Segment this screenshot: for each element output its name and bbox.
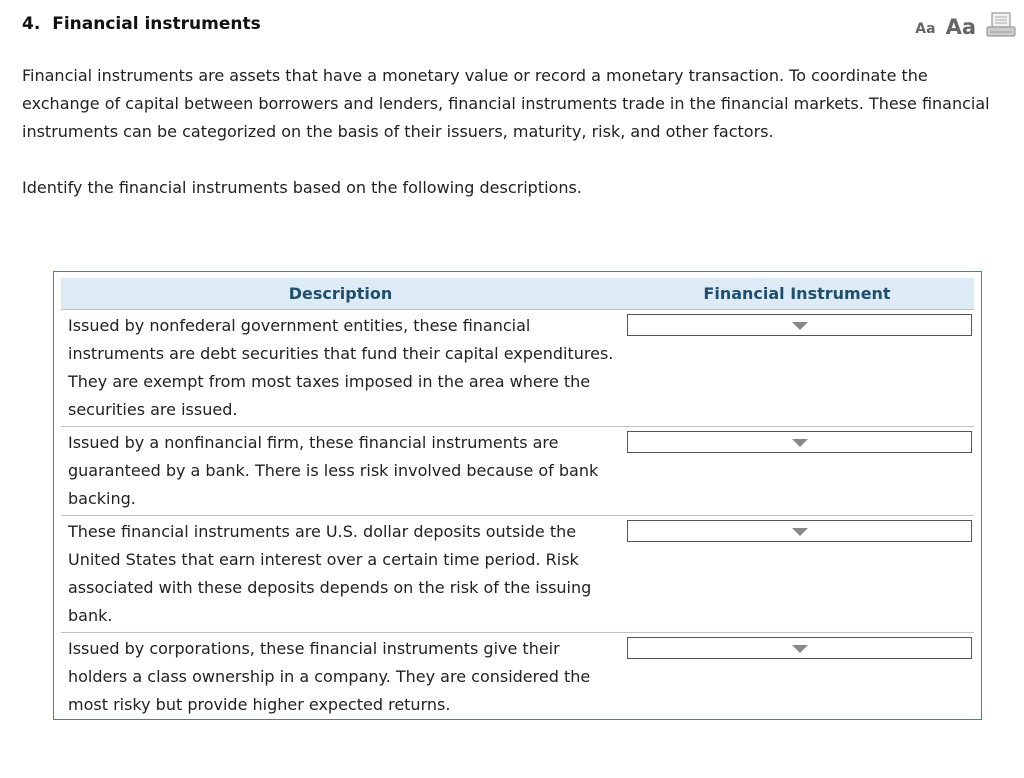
- print-icon[interactable]: [986, 12, 1016, 38]
- table-header-row: [61, 278, 974, 310]
- instrument-cell: [620, 310, 974, 427]
- instrument-dropdown-2[interactable]: [627, 431, 972, 453]
- instrument-cell: [620, 516, 974, 633]
- instrument-cell: [620, 633, 974, 722]
- description-header: Description: [61, 278, 620, 310]
- dropdown-arrow-icon: [792, 645, 808, 653]
- decrease-font-button[interactable]: Aa: [915, 21, 936, 37]
- question-number: 4.: [22, 14, 41, 34]
- table-row: [61, 633, 974, 722]
- intro-paragraph: Financial instruments are assets that have a monetary value or record a monetary transaction. To coordinate the exchange of capital between borrowers and lenders, financial instruments trade in the financial markets. These financial instruments can be categorized on the basis of their issuers, maturity, risk, and other factors.: [22, 66, 990, 141]
- question-title: Financial instruments: [52, 14, 261, 34]
- table-row: [61, 516, 974, 633]
- instruction-text: Identify the financial instruments based on the following descriptions.: [22, 178, 582, 197]
- instrument-dropdown-3[interactable]: [627, 520, 972, 542]
- instrument-dropdown-1[interactable]: [627, 314, 972, 336]
- table-row: [61, 310, 974, 427]
- financial-instrument-header: Financial Instrument: [620, 278, 974, 310]
- instrument-cell: [620, 427, 974, 516]
- toolbar: [915, 12, 1016, 38]
- table-row: [61, 427, 974, 516]
- question-header: [22, 14, 261, 34]
- description-cell: Issued by nonfederal government entities, these financial instruments are debt securities that fund their capital expenditures. They are exempt from most taxes imposed in the area where the securities are issued.: [61, 310, 620, 427]
- question-table-container: [53, 271, 982, 720]
- question-table: [61, 278, 974, 721]
- description-cell: Issued by a nonfinancial firm, these financial instruments are guaranteed by a bank. There is less risk involved because of bank backing.: [61, 427, 620, 516]
- instrument-dropdown-4[interactable]: [627, 637, 972, 659]
- description-cell: These financial instruments are U.S. dollar deposits outside the United States that earn interest over a certain time period. Risk associated with these deposits depends on the risk of the issuing bank.: [61, 516, 620, 633]
- dropdown-arrow-icon: [792, 439, 808, 447]
- dropdown-arrow-icon: [792, 528, 808, 536]
- description-cell: Issued by corporations, these financial instruments give their holders a class ownership in a company. They are considered the most risky but provide higher expected returns.: [68, 639, 591, 714]
- increase-font-button[interactable]: Aa: [945, 15, 976, 39]
- dropdown-arrow-icon: [792, 322, 808, 330]
